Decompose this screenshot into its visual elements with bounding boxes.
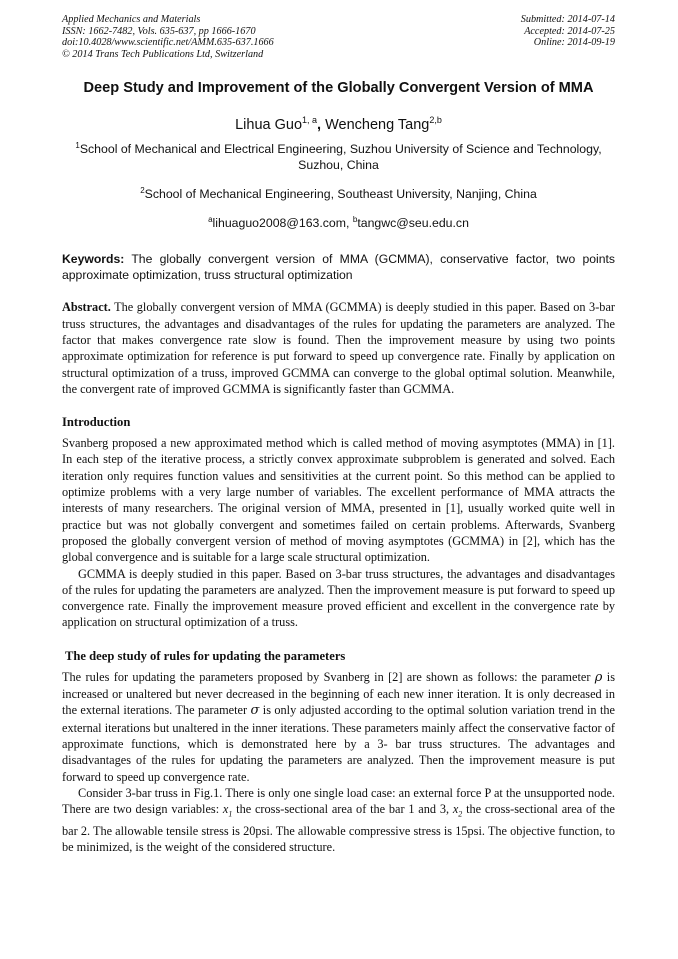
section-2-paragraph-1	[62, 669, 615, 785]
abstract-block	[62, 299, 615, 397]
section-2-heading: The deep study of rules for updating the parameters	[65, 648, 346, 663]
section-2-paragraph-2	[62, 785, 615, 856]
keywords-block	[62, 252, 615, 283]
author-2-affiliation-mark: 2,b	[429, 115, 442, 126]
abstract-label: Abstract.	[62, 300, 111, 315]
introduction-paragraph-1: Svanberg proposed a new approximated method which is called method of moving asymptotes (MMA) in [1]. In each step of the iterative process, a strictly convex approximate subproblem is generated and solved. Each iteration only requires function values and sensitivities at the current point. So this method can be applied to optimize problems with a very large number of variables. The excellent performance of MMA attracts the interests of many researchers. The original version of MMA, presented in [1], usually worked quite well in practice but was not globally convergent and sometimes failed on certain problems. Afterwards, Svanberg proposed the globally convergent version of method of moving asymptotes (GCMMA) in [2], which has the global convergence and is suitable for a large scale structural optimization.	[62, 436, 615, 565]
affiliation-2	[62, 183, 615, 202]
introduction-heading: Introduction	[62, 415, 131, 430]
variable-x2	[452, 802, 463, 819]
email-a-mark: a	[208, 215, 213, 225]
introduction-paragraph-2: GCMMA is deeply studied in this paper. Based on 3-bar truss structures, the advantages and disadvantages of the rules for updating the parameters are analyzed. Then the improvement measure is put forward to speed up convergence rate. Finally the improvement measure proved efficient and excellent in the convergence rate by application on structural optimization of a truss.	[62, 566, 615, 630]
variable-x2-subscript: 2	[458, 809, 463, 819]
section-2-p1-part-c: is only adjusted according to the optimal solution variation trend in the external iterations but unaltered in the inner iterations. These parameters mainly affect the conservative factor of approximate functions, which is demonstrated here by a 3- bar truss structures. The advantages and disadvantages of the rules for updating the parameters are analyzed. Then the improvement measure is put forward to speed up convergence rate.	[62, 703, 616, 784]
journal-info	[62, 14, 274, 60]
journal-header	[62, 14, 615, 60]
affiliation-2-text: School of Mechanical Engineering, Southeast University, Nanjing, China	[144, 187, 537, 202]
affiliation-2-mark: 2	[140, 186, 145, 196]
affiliation-1-text: School of Mechanical and Electrical Engineering, Suzhou University of Science and Technology, Suzhou, China	[79, 142, 602, 173]
issn-line: ISSN: 1662-7482, Vols. 635-637, pp 1666-1670	[62, 25, 256, 37]
accepted-date: Accepted: 2014-07-25	[524, 25, 615, 37]
author-2-name: Wencheng Tang	[325, 117, 430, 134]
copyright-line: © 2014 Trans Tech Publications Ltd, Switzerland	[62, 48, 264, 60]
submitted-date: Submitted: 2014-07-14	[520, 14, 615, 25]
author-emails	[62, 212, 615, 231]
keywords-label: Keywords:	[62, 252, 125, 267]
variable-x1-base: x	[222, 802, 229, 817]
paper-page	[62, 14, 615, 855]
section-2-p2-part-a: Consider 3-bar truss in Fig.1. There is only one single load case: an external force P at the unsupported node. There are two design variables:	[62, 785, 615, 817]
rho-symbol: ρ	[594, 669, 603, 685]
sigma-symbol: σ	[250, 703, 260, 719]
author-separator: ,	[317, 117, 322, 134]
publication-dates	[521, 14, 615, 60]
email-b[interactable]: tangwc@seu.edu.cn	[357, 216, 469, 231]
journal-name: Applied Mechanics and Materials	[62, 14, 201, 25]
section-2-p1-part-b: is increased or unaltered but never decreased in the beginning of each new inner iteration. It is only decreased in the external iterations. The parameter	[62, 669, 615, 718]
section-2-p2-part-b: the cross-sectional area of the bar 1 and 3,	[232, 802, 453, 817]
affiliation-1	[62, 138, 615, 173]
author-list	[62, 111, 615, 134]
variable-x2-base: x	[452, 802, 459, 817]
variable-x1-subscript: 1	[228, 809, 233, 819]
abstract-text: The globally convergent version of MMA (GCMMA) is deeply studied in this paper. Based on 3-bar truss structures, the advantages and disadvantages of the rules for updating the parameters are analyzed. The factor that makes convergence rate slow is found. Then the improvement measure by using two points approximate optimization for reference is put forward to speed up convergence rate. Finally by application on structural optimization of a truss, improved GCMMA can converge to the global optimal solution. Meanwhile, the convergent rate of improved GCMMA is significantly faster than GCMMA.	[62, 300, 615, 396]
author-1-name: Lihua Guo	[235, 117, 303, 134]
author-1-affiliation-mark: 1, a	[302, 115, 318, 126]
email-a[interactable]: lihuaguo2008@163.com,	[212, 216, 353, 231]
keywords-text: The globally convergent version of MMA (GCMMA), conservative factor, two points approximate optimization, truss structural optimization	[62, 252, 615, 282]
affiliation-1-mark: 1	[75, 141, 80, 151]
paper-title: Deep Study and Improvement of the Globally Convergent Version of MMA	[83, 80, 594, 97]
variable-x1	[222, 802, 233, 819]
section-2-p2-part-c: the cross-sectional area of the bar 2. The allowable tensile stress is 20psi. The allowable compressive stress is 15psi. The objective function, to be minimized, is the weight of the considered structure.	[62, 802, 616, 855]
online-date: Online: 2014-09-19	[533, 37, 615, 49]
section-2-p1-part-a: The rules for updating the parameters proposed by Svanberg in [2] are shown as follows: the parameter	[62, 669, 595, 684]
doi-line: doi:10.4028/www.scientific.net/AMM.635-637.1666	[62, 37, 274, 49]
email-b-mark: b	[352, 215, 358, 225]
